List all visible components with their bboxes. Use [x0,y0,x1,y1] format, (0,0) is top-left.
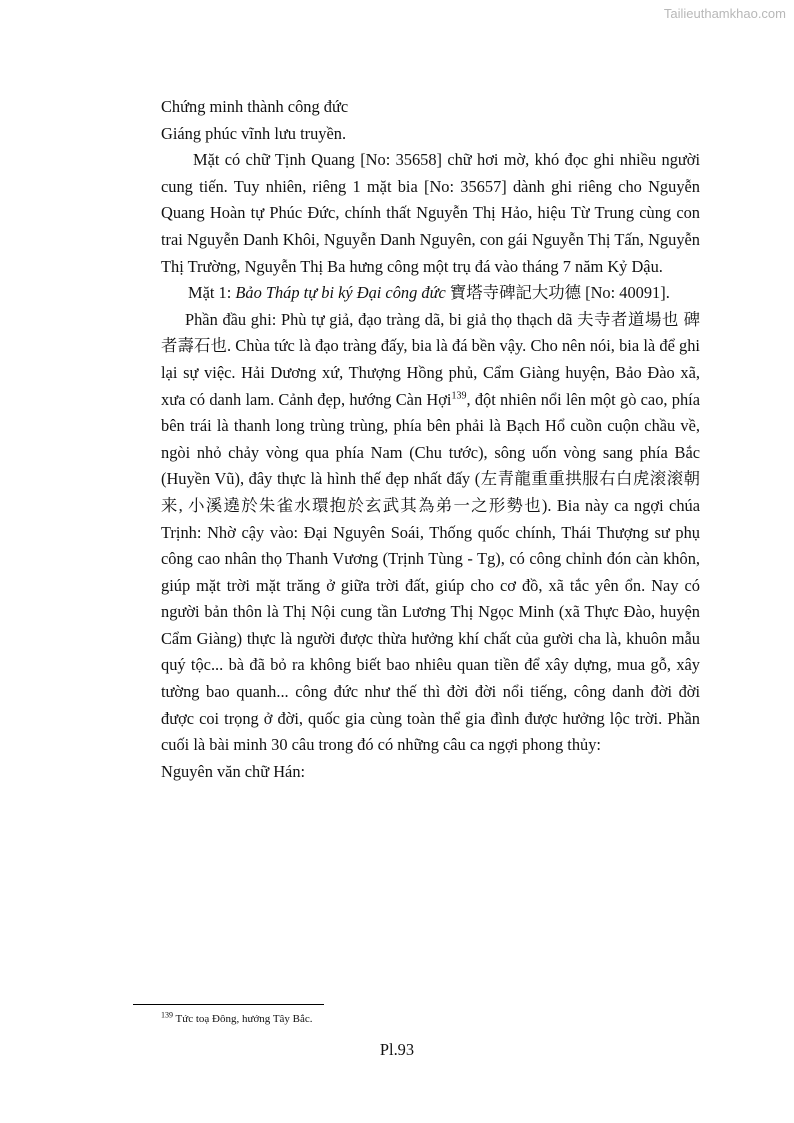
original-text-heading: Nguyên văn chữ Hán: [161,761,306,781]
page-body [161,94,700,785]
footnote-reference: 139 [451,390,467,402]
face-1-label: Mặt 1: [188,283,236,303]
page-number: Pl.93 [379,1040,415,1059]
paragraph-summary [161,307,700,759]
footnote-text: Tức toạ Đông, hướng Tây Bắc. [173,1013,313,1025]
paragraph-stele-inscription: Mặt có chữ Tịnh Quang [No: 35658] chữ hơi mờ, khó đọc ghi nhiều người cung tiến. Tuy nhiên, riêng 1 mặt bia [No: 35657] dành ghi riêng cho Nguyễn Quang Hoàn tự Phúc Đức, chính thất Nguyễn Thị Hảo, hiệu Từ Trung cùng con trai Nguyễn Danh Khôi, Nguyễn Danh Nguyên, con gái Nguyễn Thị Tấn, Nguyễn Thị Trường, Nguyễn Thị Ba hưng công một trụ đá vào tháng 7 năm Kỷ Dậu. [161,150,700,276]
paragraph-face-1 [161,280,700,307]
footnote-divider [133,1004,324,1005]
footnote [161,1012,313,1026]
face-1-suffix: 寶塔寺碑記大功德 [No: 40091]. [445,283,670,303]
footnote-number: 139 [161,1010,173,1020]
verse-line-1: Chứng minh thành công đức [161,97,349,116]
watermark: Tailieuthamkhao.com [663,6,786,21]
verse-line-2: Giáng phúc vĩnh lưu truyền. [161,123,347,143]
summary-text-start: Phần đầu ghi: Phù tự giả, đạo tràng dã, bi giả thọ thạch dã 夫寺者道場也 碑者壽石也. Chùa tức là đạo tràng đấy, bia là đá bền vậy. Cho nên nói, bia là để ghi lại sự việc. Hải Dương xứ, Thượng Hồng phủ, Cẩm Giàng huyện, Bảo Đào xã, xưa có danh lam. Cảnh đẹp, hướng Càn Hợi [161,309,700,409]
stele-title: Bảo Tháp tự bi ký Đại công đức [235,283,446,303]
summary-text-end: , đột nhiên nổi lên một gò cao, phía bên trái là thanh long trùng trùng, phía bên phải là Bạch Hổ cuồn cuộn chầu về, ngòi nhỏ chảy vòng qua phía Nam (Chu tước), sông uốn vòng sang phía Bắc (Huyền Vũ), đây thực là hình thế đẹp nhất đấy (左青龍重重拱服右白虎滚滚朝来, 小溪遶於朱雀水環抱於玄武其為弟一之形勢也). Bia này ca ngợi chúa Trịnh: Nhờ cậy vào: Đại Nguyên Soái, Thống quốc chính, Thái Thượng sư phụ công cao nhân thọ Thanh Vương (Trịnh Tùng - Tg), có công chỉnh đón càn khôn, giúp mặt trời mặt trăng ở giữa trời đất, giúp cho cơ đồ, xã tắc yên ổn. Nay có người bản thôn là Thị Nội cung tần Lương Thị Ngọc Minh (xã Thực Đào, huyện Cẩm Giàng) thực là người được thừa hưởng khí chất của gười cha là, khuôn mẫu quý tộc... bà đã bỏ ra không biết bao nhiêu quan tiền để xây dựng, mua gỗ, xây tường bao quanh... công đức như thế thì đời đời nổi tiếng, công danh đời đời được coi trọng ở đời, quốc gia cùng toàn thể gia đình được hưởng lộc trời. Phần cuối là bài minh 30 câu trong đó có những câu ca ngợi phong thủy: [161,389,700,755]
